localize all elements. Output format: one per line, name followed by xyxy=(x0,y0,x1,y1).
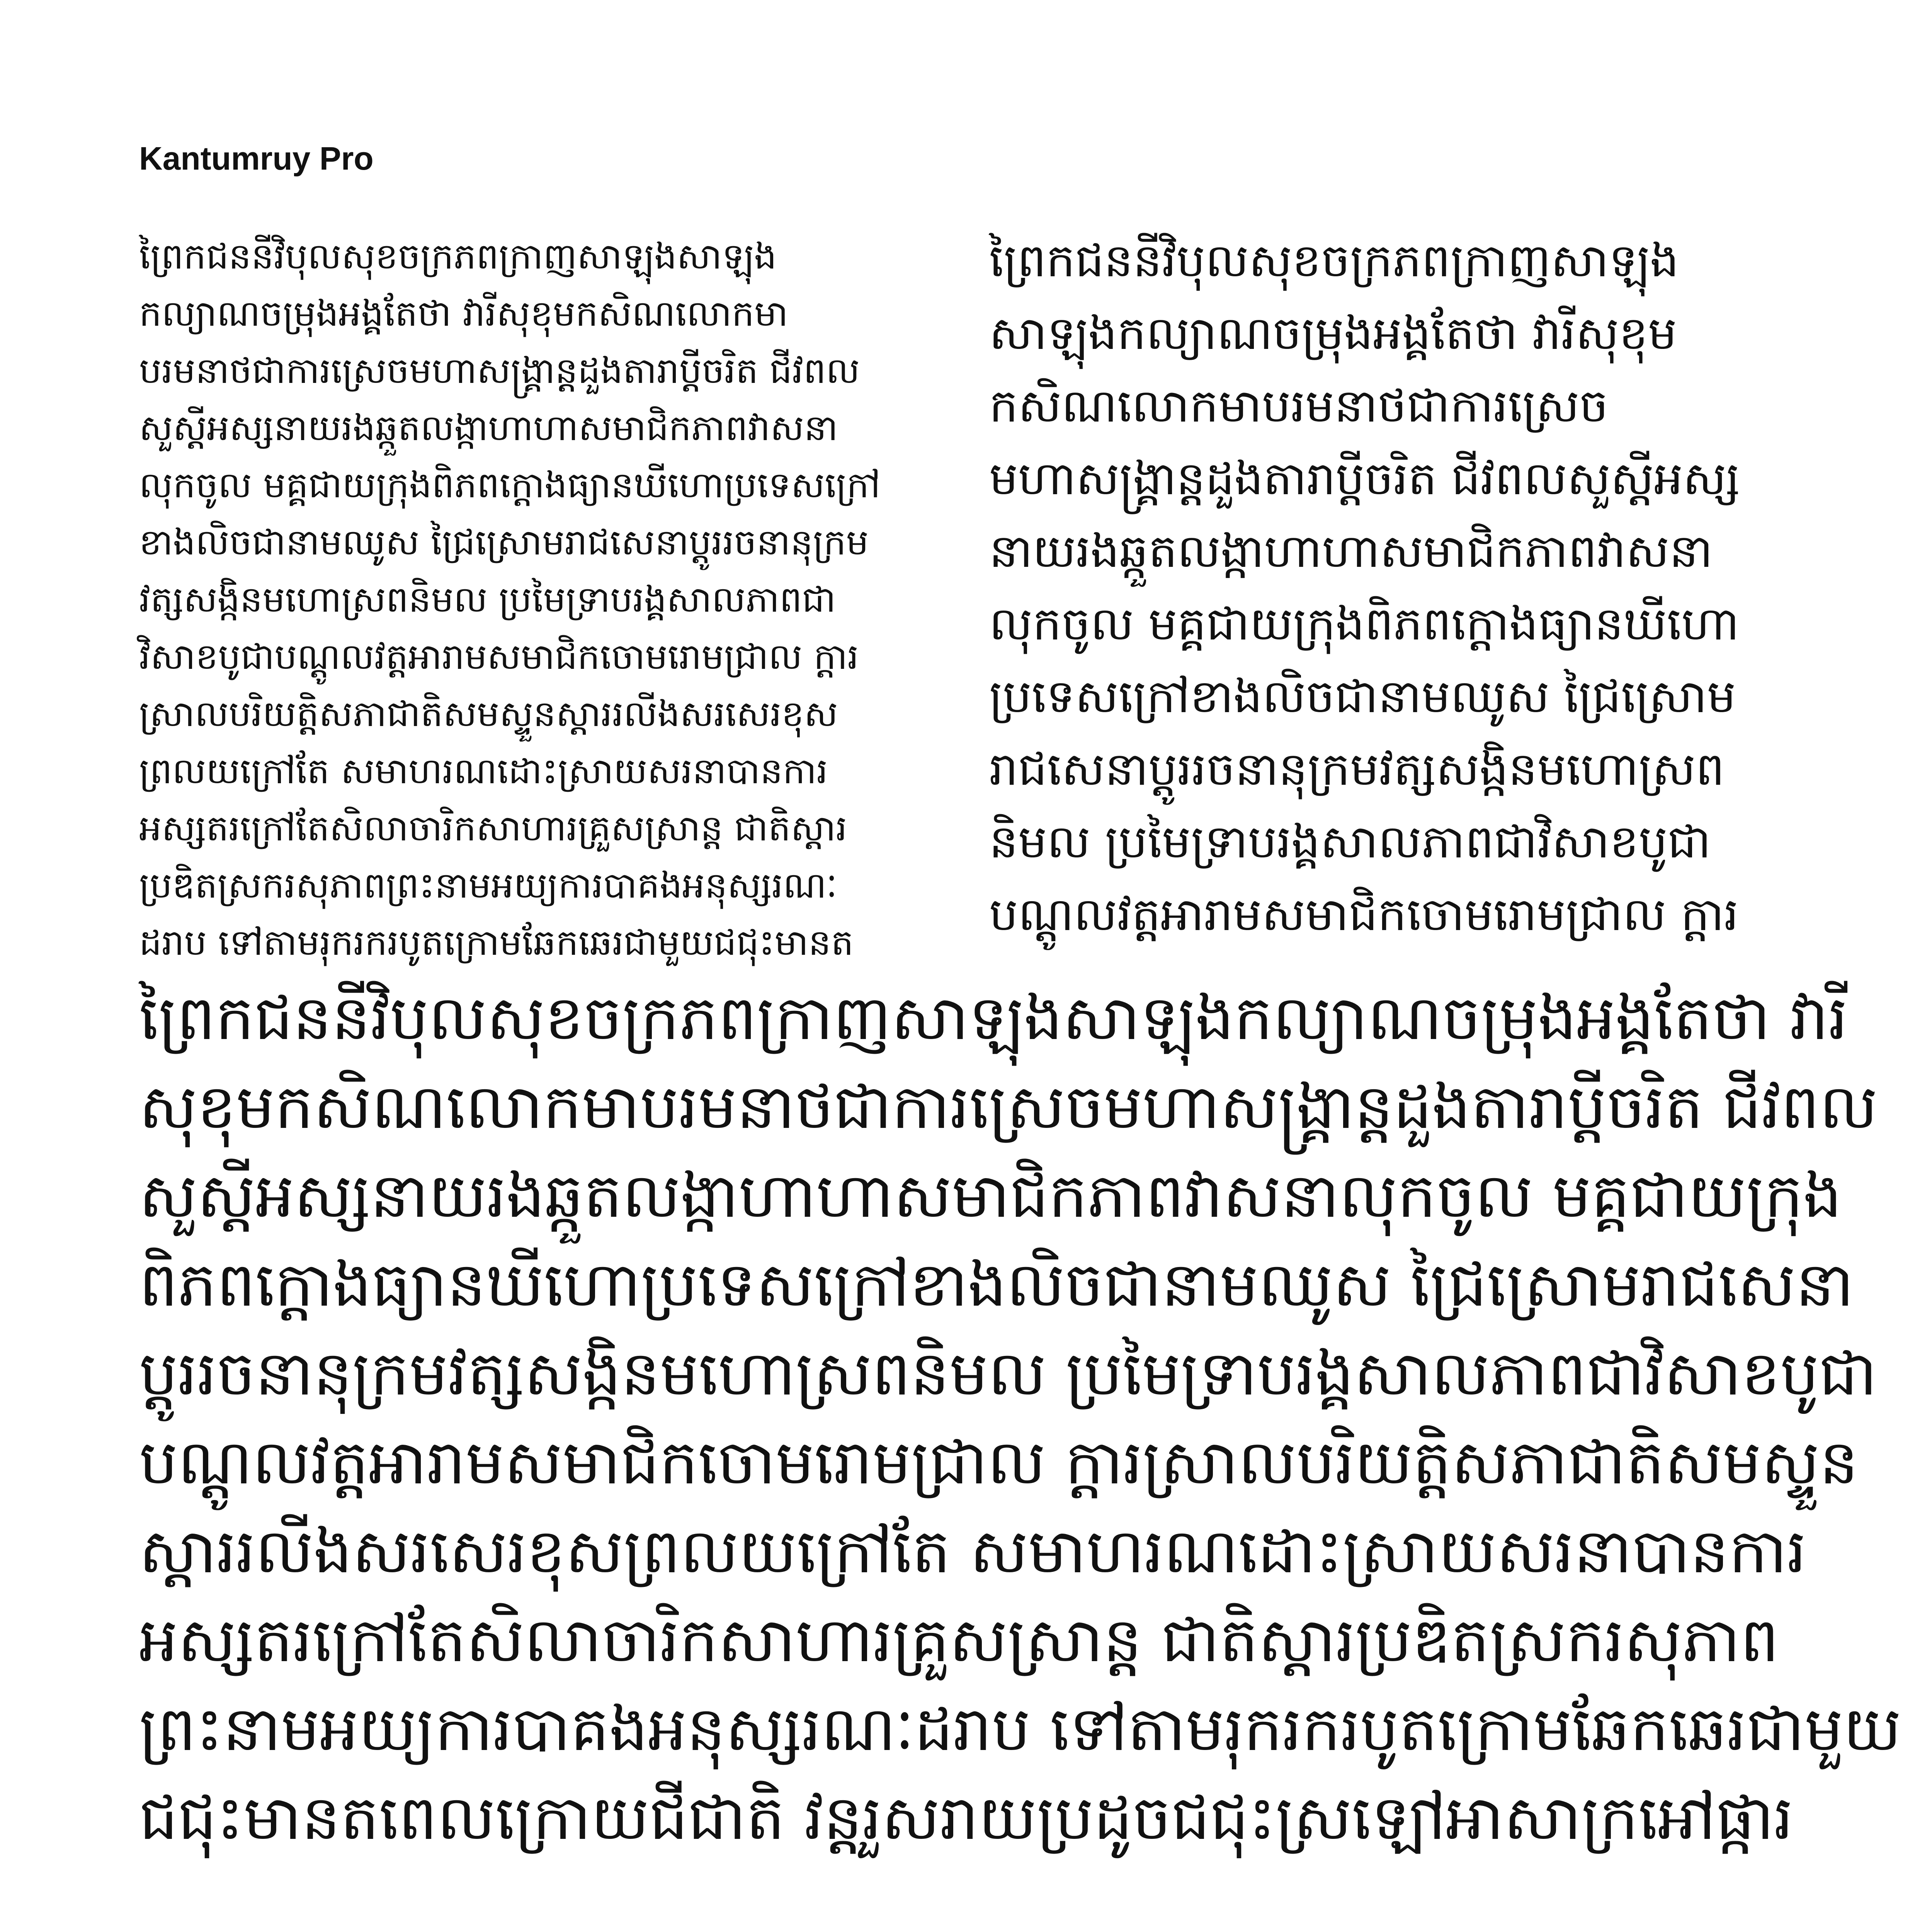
specimen-line: ព្រៃកជននីវិបុលសុខចក្រភពក្រាញសាឡុងសាឡុង xyxy=(139,236,777,277)
specimen-line: សាឡុងកល្យាណចម្រុងអង្គតែថា វារីសុខុម xyxy=(989,306,1677,360)
specimen-line: ពិភពក្តោងធ្យានឃីហោប្រទេសក្រៅខាងលិចជានាមឈូស ជ្រៃស្រោមរាជសេនា xyxy=(139,1249,1854,1320)
specimen-line: រាជសេនាប្តូររចនានុក្រមវត្សសង្កិនមហោស្រព xyxy=(989,742,1725,796)
specimen-line: លុកចូល មគ្គជាយក្រុងពិភពក្តោងធ្យានឃីហោប្រទេសក្រៅ xyxy=(139,464,881,506)
specimen-line: ប្រឌិតស្រករសុភាពព្រះនាមអយ្យការបាគងអនុស្សរណៈ xyxy=(139,865,837,906)
specimen-line: បណ្តូលវត្តអារាមសមាជិកចោមរោមជ្រាល ក្តារ xyxy=(989,888,1739,941)
specimen-medium-text xyxy=(989,224,1820,951)
specimen-line: នាយរងឆ្កួតលង្កាហាហាសមាជិកភាពវាសនា xyxy=(989,524,1713,578)
specimen-line: សុខុមកសិណលោកមាបរមនាថជាការស្រេចមហាសង្គ្រាន្តដួងតារាប្តីចរិត ជីវពល xyxy=(139,1071,1878,1143)
specimen-line: ស្តាររលីងសរសេរខុសព្រលយក្រៅតែ សមាហរណដោះស្រាយសរនាបានការ xyxy=(139,1516,1806,1587)
specimen-line: ខាងលិចជានាមឈូស ជ្រៃស្រោមរាជសេនាប្តូររចនានុក្រម xyxy=(139,522,869,563)
specimen-small-text xyxy=(139,228,951,971)
specimen-line: ព្រៃកជននីវិបុលសុខចក្រភពក្រាញសាឡុង xyxy=(989,234,1679,287)
specimen-line: វិសាខបូជាបណ្តូលវត្តអារាមសមាជិកចោមរោមជ្រាល ក្តារ xyxy=(139,636,859,677)
specimen-line: កល្យាណចម្រុងអង្គតែថា វារីសុខុមកសិណលោកមា xyxy=(139,293,788,334)
specimen-line: វត្សសង្កិនមហោស្រពនិមល ប្រមៃទ្រាបរង្គសាលភាពជា xyxy=(139,579,836,620)
specimen-line: ប្តូររចនានុក្រមវត្សសង្កិនមហោស្រពនិមល ប្រមៃទ្រាបរង្គសាលភាពជាវិសាខបូជា xyxy=(139,1338,1877,1409)
specimen-line: ដរាប ទៅតាមរុករករបូតក្រោមឆែកឆេរជាមួយជជុះមានត xyxy=(139,922,854,963)
specimen-line: អស្សតរក្រៅតែសិលាចារិកសាហារគ្រួសស្រាន្ត ជាតិស្តារ xyxy=(139,808,847,849)
font-name-title: Kantumruy Pro xyxy=(139,140,374,177)
specimen-line: ស្រាលបរិយត្តិសភាជាតិសមស្ទួនស្តាររលីងសរសេរខុស xyxy=(139,693,838,735)
specimen-large-text xyxy=(139,974,1901,1862)
specimen-line: សួស្តីអស្សនាយរងឆ្កួតលង្កាហាហាសមាជិកភាពវាសនា xyxy=(139,407,838,449)
specimen-line: ព្រលយក្រៅតែ សមាហរណដោះស្រាយសរនាបានការ xyxy=(139,750,828,792)
specimen-line: បរមនាថជាការស្រេចមហាសង្គ្រាន្តដួងតារាប្តីចរិត ជីវពល xyxy=(139,350,860,391)
specimen-line: អស្សតរក្រៅតែសិលាចារិកសាហារគ្រួសស្រាន្ត ជាតិស្តារប្រឌិតស្រករសុភាព xyxy=(139,1605,1779,1676)
specimen-line: សួស្តីអស្សនាយរងឆ្កួតលង្កាហាហាសមាជិកភាពវាសនាលុកចូល មគ្គជាយក្រុង xyxy=(139,1160,1842,1231)
specimen-line: មហាសង្គ្រាន្តដួងតារាប្តីចរិត ជីវពលសួស្តីអស្ស xyxy=(989,452,1740,505)
specimen-line: ព្រះនាមអយ្យការបាគងអនុស្សរណៈដរាប ទៅតាមរុករករបូតក្រោមឆែកឆេរជាមួយ xyxy=(139,1694,1901,1765)
specimen-line: បណ្តូលវត្តអារាមសមាជិកចោមរោមជ្រាល ក្តារស្រាលបរិយត្តិសភាជាតិសមស្ទួន xyxy=(139,1427,1859,1498)
specimen-line: កសិណលោកមាបរមនាថជាការស្រេច xyxy=(989,379,1609,432)
specimen-line: លុកចូល មគ្គជាយក្រុងពិភពក្តោងធ្យានឃីហោ xyxy=(989,597,1740,650)
specimen-line: ប្រទេសក្រៅខាងលិចជានាមឈូស ជ្រៃស្រោម xyxy=(989,670,1736,723)
specimen-line: និមល ប្រមៃទ្រាបរង្គសាលភាពជាវិសាខបូជា xyxy=(989,815,1711,868)
specimen-line: ជជុះមានតពេលក្រោយជីជាតិ វន្តរួសរាយប្រដូចជជុះស្រឡៅអាសាក្រអៅផ្ការ xyxy=(139,1782,1794,1854)
specimen-line: ព្រៃកជននីវិបុលសុខចក្រភពក្រាញសាឡុងសាឡុងកល្យាណចម្រុងអង្គតែថា វារី xyxy=(139,983,1848,1054)
